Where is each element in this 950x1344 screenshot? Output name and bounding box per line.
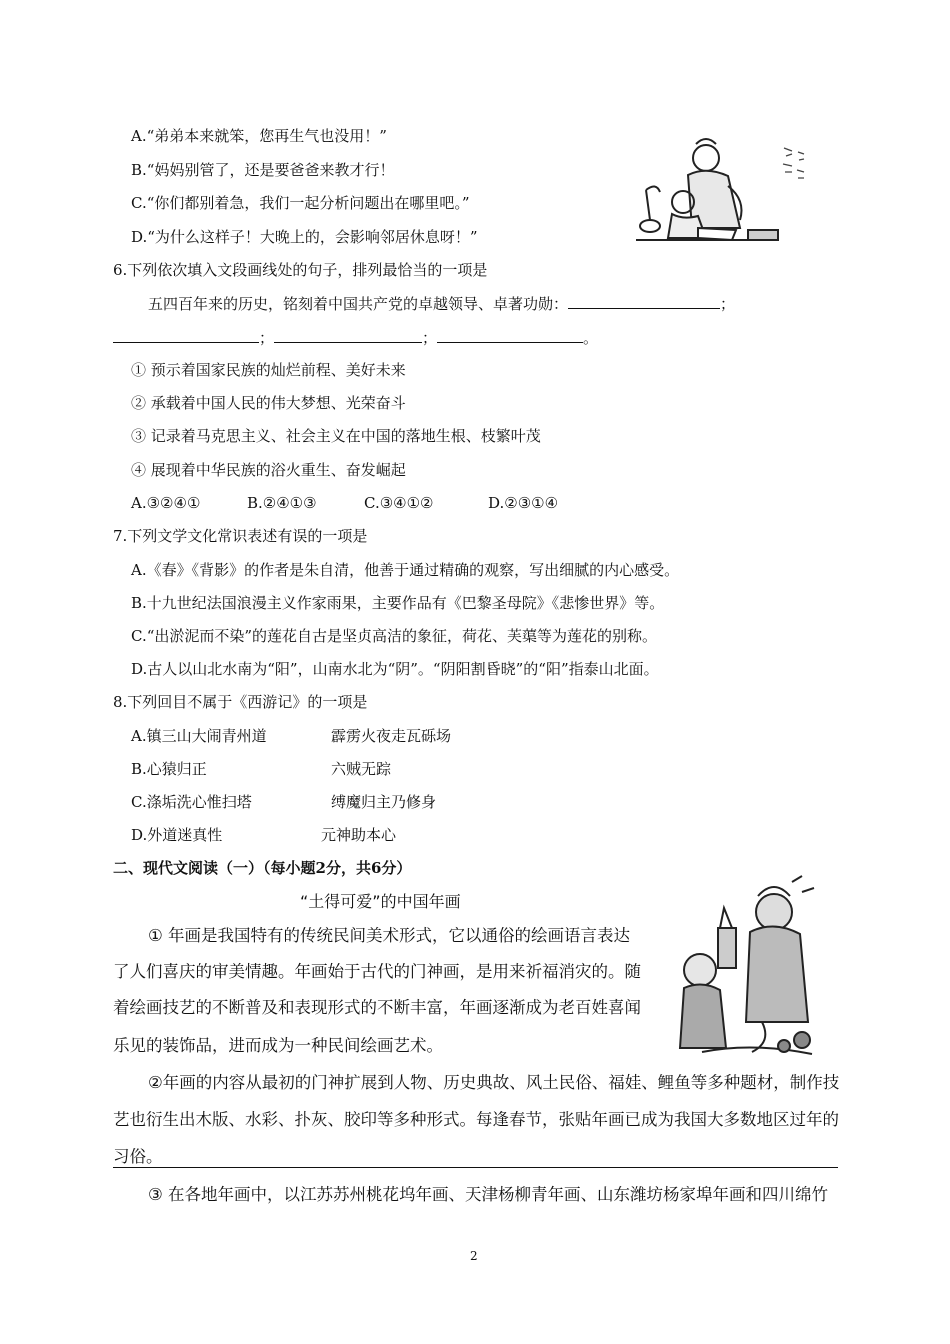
q5-option-a: A.“弟弟本来就笨，您再生气也没用！” xyxy=(131,127,387,145)
section-2-heading: 二、现代文阅读（一）（每小题2分，共6分） xyxy=(113,859,412,877)
q8-option-b-left: B.心猿归正 xyxy=(131,760,207,778)
q6-separator-3: ； xyxy=(422,329,438,347)
q5-option-b: B.“妈妈别管了，还是要爸爸来教才行！ xyxy=(131,161,395,179)
q6-option-a: A.③②④① xyxy=(131,494,201,512)
para3-line1: ③ 在各地年画中，以江苏苏州桃花坞年画、天津杨柳青年画、山东潍坊杨家埠年画和四川绵竹 xyxy=(148,1185,829,1204)
q6-option-d: D.②③①④ xyxy=(488,494,559,512)
q6-blank-3[interactable] xyxy=(274,328,422,343)
q8-stem: 8.下列回目不属于《西游记》的一项是 xyxy=(113,693,368,711)
para2-line1: ②年画的内容从最初的门神扩展到人物、历史典故、风土民俗、福娃、鲤鱼等多种题材，制作技 xyxy=(148,1073,840,1092)
q6-sentence-2: ② 承载着中国人民的伟大梦想、光荣奋斗 xyxy=(131,394,406,412)
q5-option-c: C.“你们都别着急，我们一起分析问题出在哪里吧。” xyxy=(131,194,470,212)
underline-rule xyxy=(113,1167,838,1168)
q7-stem: 7.下列文学文化常识表述有误的一项是 xyxy=(113,527,368,545)
q6-sentence-3: ③ 记录着马克思主义、社会主义在中国的落地生根、枝繁叶茂 xyxy=(131,427,541,445)
q6-blank-2[interactable] xyxy=(113,328,259,343)
q7-option-c: C.“出淤泥而不染”的莲花自古是坚贞高洁的象征，荷花、芙蕖等为莲花的别称。 xyxy=(131,627,658,645)
q6-passage-line2 xyxy=(113,328,598,348)
page-number: 2 xyxy=(470,1249,478,1263)
q6-option-c: C.③④①② xyxy=(364,494,434,512)
q8-option-c xyxy=(131,792,436,812)
q8-option-d xyxy=(131,825,396,845)
q7-option-b: B.十九世纪法国浪漫主义作家雨果，主要作品有《巴黎圣母院》《悲惨世界》等。 xyxy=(131,594,665,612)
q6-option-b: B.②④①③ xyxy=(247,494,317,512)
article-title: “土得可爱”的中国年画 xyxy=(300,892,461,911)
q8-option-c-right: 缚魔归主乃修身 xyxy=(331,793,437,811)
q7-option-d: D.古人以山北水南为“阳”，山南水北为“阴”。“阴阳割昏晓”的“阳”指泰山北面。 xyxy=(131,660,659,678)
q6-separator-1: ； xyxy=(720,295,736,313)
q6-sentence-1: ① 预示着国家民族的灿烂前程、美好未来 xyxy=(131,361,406,379)
q7-option-a: A.《春》《背影》的作者是朱自清，他善于通过精确的观察，写出细腻的内心感受。 xyxy=(131,561,680,579)
tutoring-sketch-icon xyxy=(628,130,818,270)
para2-line2: 艺也衍生出木版、水彩、扑灰、胶印等多种形式。每逢春节，张贴年画已成为我国大多数地区过年的 xyxy=(113,1110,839,1129)
q6-stem: 6.下列依次填入文段画线处的句子，排列最恰当的一项是 xyxy=(113,261,488,279)
para1-line1: ① 年画是我国特有的传统民间美术形式，它以通俗的绘画语言表达 xyxy=(148,926,631,945)
q8-option-c-left: C.涤垢洗心惟扫塔 xyxy=(131,793,252,811)
illustration-nianhua xyxy=(662,872,840,1068)
q5-option-d: D.“为什么这样子！大晚上的，会影响邻居休息呀！” xyxy=(131,228,478,246)
q6-options xyxy=(131,493,558,513)
q8-option-d-right: 元神助本心 xyxy=(321,826,397,844)
q8-option-a-right: 霹雳火夜走瓦砾场 xyxy=(331,727,452,745)
para2-line3: 习俗。 xyxy=(113,1147,163,1166)
para1-line4: 乐见的装饰品，进而成为一种民间绘画艺术。 xyxy=(113,1036,443,1055)
q6-passage-text: 五四百年来的历史，铭刻着中国共产党的卓越领导、卓著功勋： xyxy=(148,295,569,313)
nianhua-children-icon xyxy=(662,872,840,1068)
q8-option-b xyxy=(131,759,391,779)
illustration-tutoring xyxy=(628,130,818,270)
q6-passage-line1 xyxy=(148,294,735,314)
q6-separator-2: ； xyxy=(259,329,275,347)
q8-option-a-left: A.镇三山大闹青州道 xyxy=(131,727,267,745)
q6-sentence-4: ④ 展现着中华民族的浴火重生、奋发崛起 xyxy=(131,461,406,479)
para1-line3: 着绘画技艺的不断普及和表现形式的不断丰富，年画逐渐成为老百姓喜闻 xyxy=(113,998,641,1017)
para1-line2: 了人们喜庆的审美情趣。年画始于古代的门神画，是用来祈福消灾的。随 xyxy=(113,962,641,981)
q6-end-mark: 。 xyxy=(583,329,599,347)
q6-blank-1[interactable] xyxy=(568,294,720,309)
q8-option-b-right: 六贼无踪 xyxy=(331,760,392,778)
q8-option-a xyxy=(131,726,451,746)
q6-blank-4[interactable] xyxy=(437,328,583,343)
q8-option-d-left: D.外道迷真性 xyxy=(131,826,223,844)
